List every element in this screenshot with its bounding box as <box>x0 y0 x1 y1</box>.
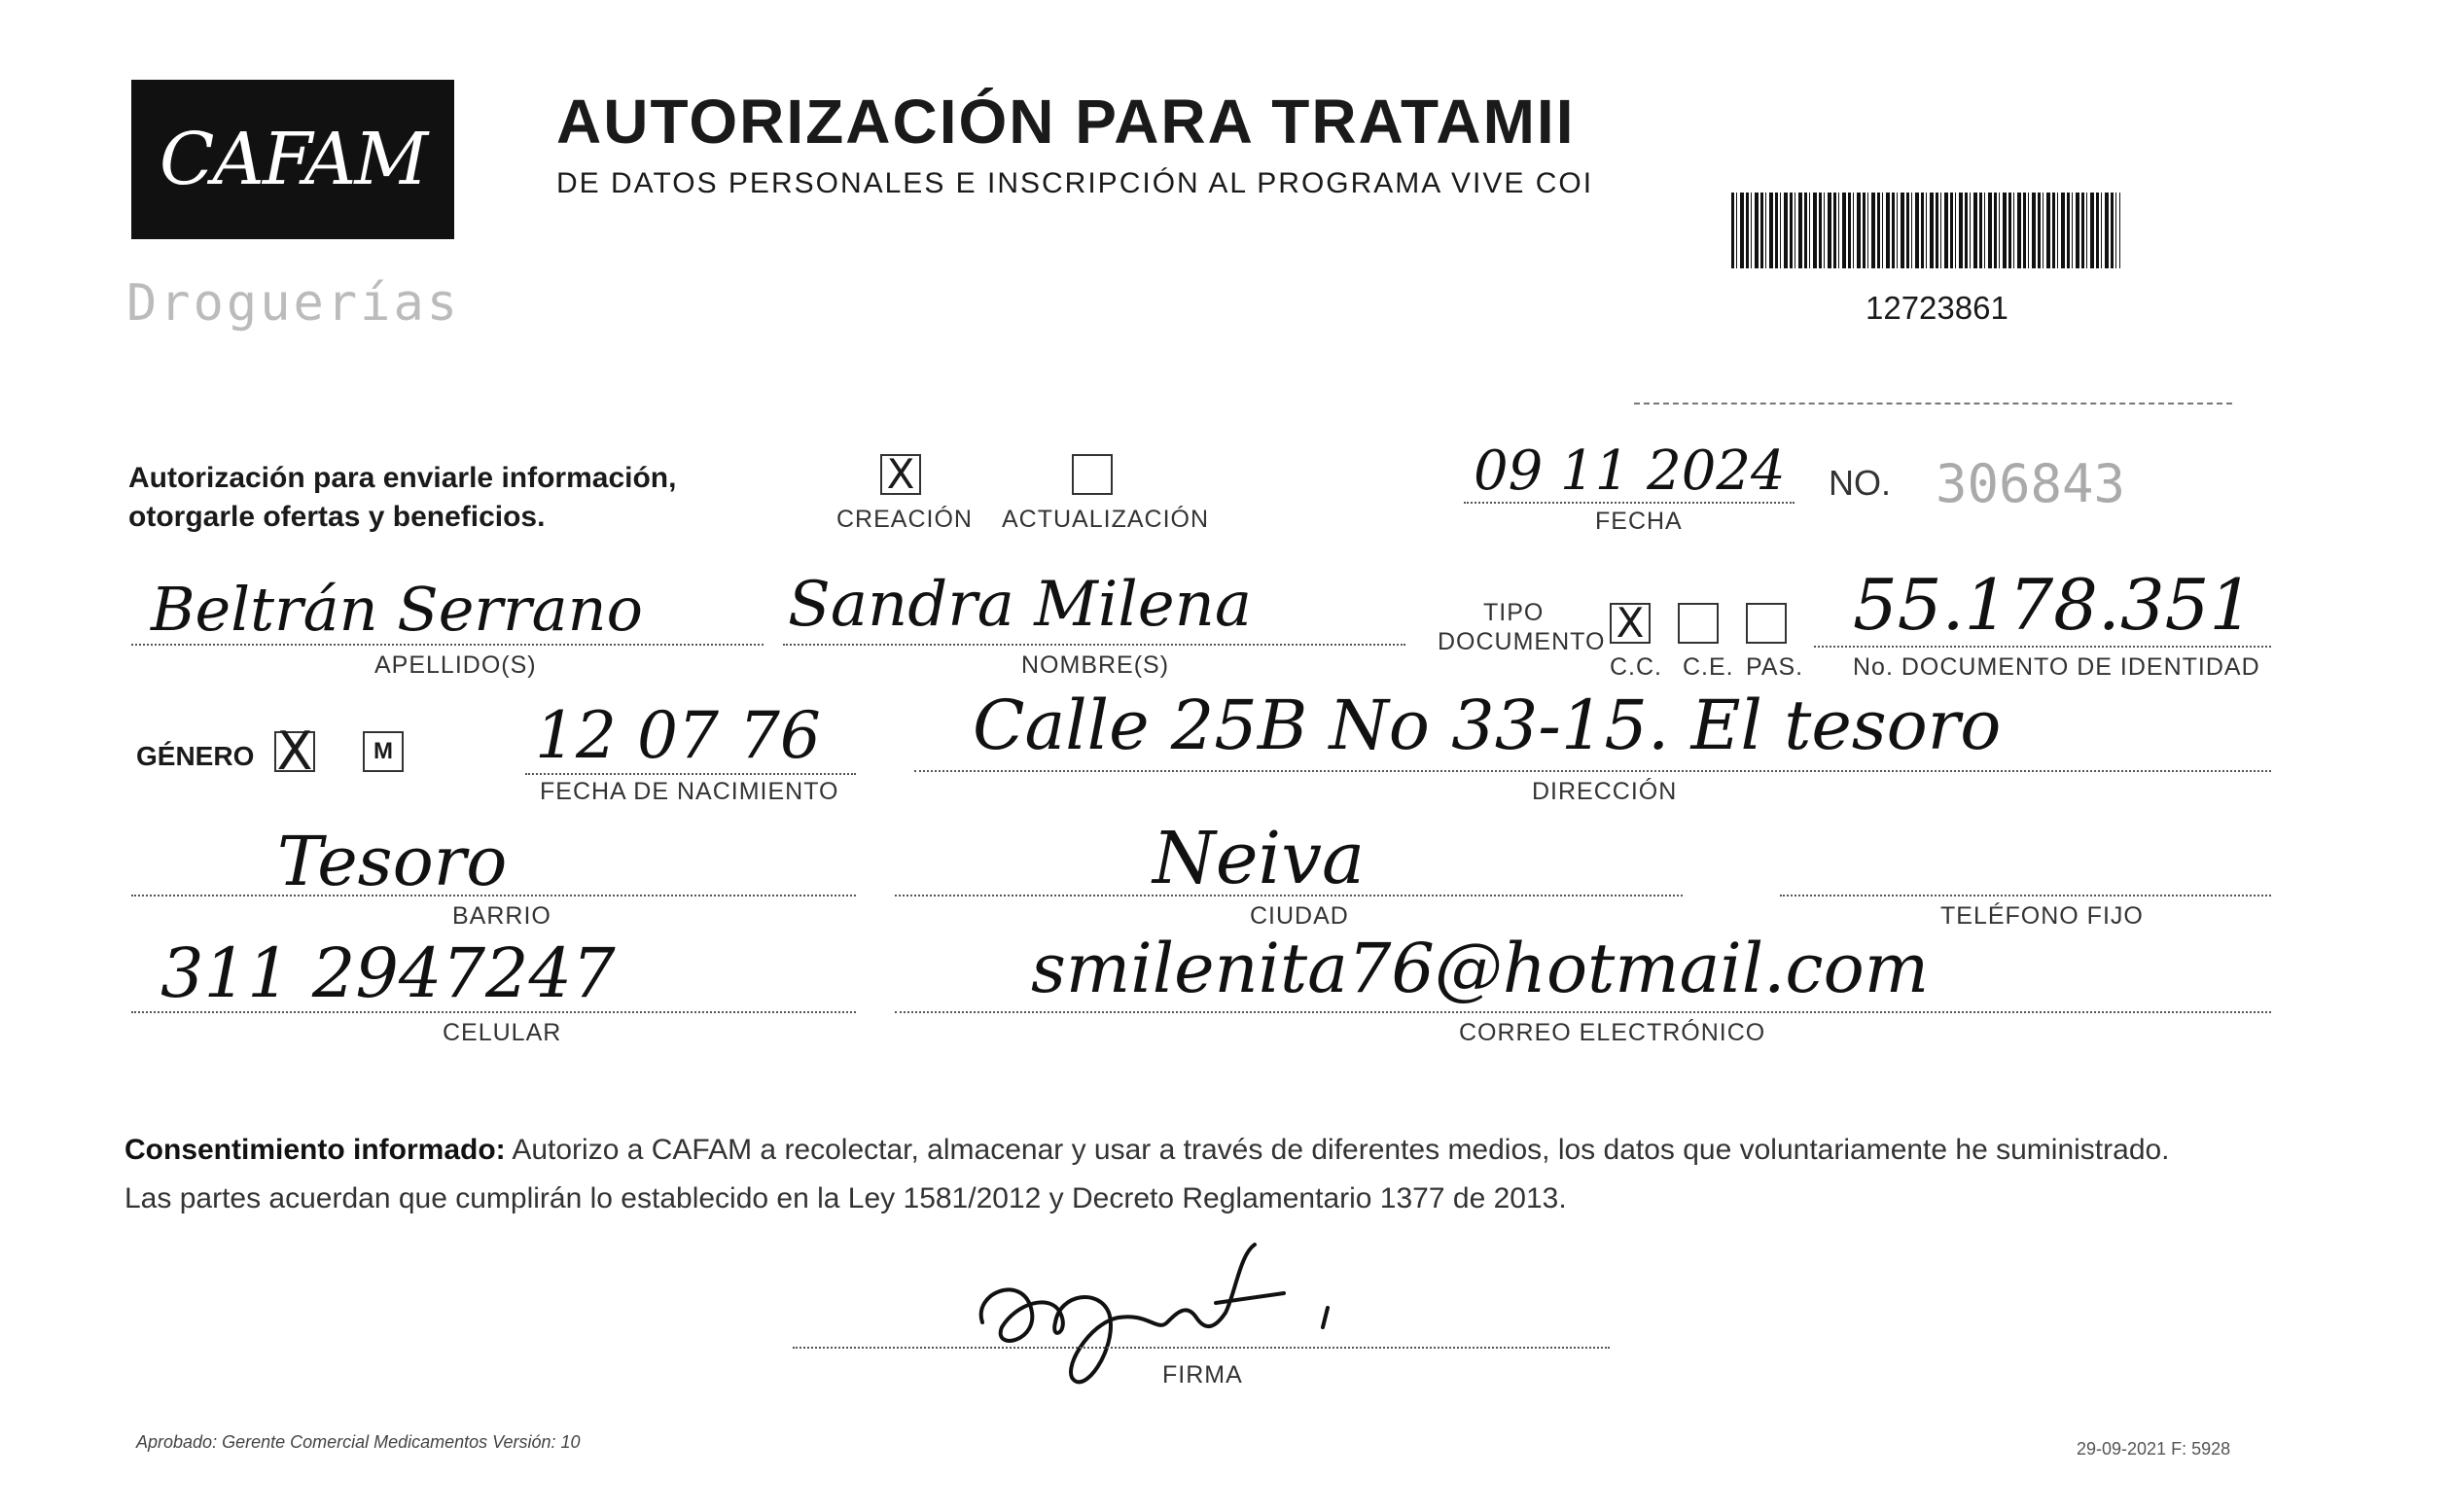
barrio-line <box>131 895 856 897</box>
doc-number-label: No. DOCUMENTO DE IDENTIDAD <box>1853 653 2260 681</box>
surname-line <box>131 644 764 646</box>
barrio-value[interactable]: Tesoro <box>277 822 508 901</box>
creation-checkbox[interactable]: X <box>880 454 921 495</box>
mobile-label: CELULAR <box>443 1019 562 1046</box>
consent-paragraph <box>124 1126 2362 1223</box>
mobile-line <box>131 1011 856 1013</box>
barrio-label: BARRIO <box>452 902 551 930</box>
doc-number-line <box>1814 646 2271 648</box>
date-line <box>1464 502 1795 504</box>
gender-f-checkbox[interactable]: X <box>274 731 315 772</box>
cc-label: C.C. <box>1610 653 1662 681</box>
update-checkbox[interactable] <box>1072 454 1113 495</box>
city-label: CIUDAD <box>1250 902 1349 930</box>
birthdate-value[interactable]: 12 07 76 <box>535 698 821 773</box>
update-label: ACTUALIZACIÓN <box>1002 506 1210 533</box>
surname-value[interactable]: Beltrán Serrano <box>151 574 643 645</box>
doc-number-value[interactable]: 55.178.351 <box>1853 564 2255 646</box>
address-value[interactable]: Calle 25B No 33-15. El tesoro <box>973 686 2002 765</box>
signature-line <box>793 1347 1610 1349</box>
footer-date-code: 29-09-2021 F: 5928 <box>2077 1439 2231 1459</box>
birthdate-label: FECHA DE NACIMIENTO <box>540 778 839 805</box>
cafam-logo <box>131 80 454 239</box>
cc-checkbox[interactable]: X <box>1610 603 1651 644</box>
form-title: AUTORIZACIÓN PARA TRATAMII <box>556 87 1576 157</box>
name-label: NOMBRE(S) <box>1021 651 1170 679</box>
city-value[interactable]: Neiva <box>1153 817 1366 900</box>
brand-subtitle: Droguerías <box>126 274 461 333</box>
date-label: FECHA <box>1595 508 1683 535</box>
name-value[interactable]: Sandra Milena <box>788 569 1252 641</box>
surname-label: APELLIDO(S) <box>374 651 537 679</box>
birthdate-line <box>525 773 856 775</box>
number-value: 306843 <box>1936 453 2126 514</box>
auth-text-line1: Autorización para enviarle información, <box>128 462 677 494</box>
email-line <box>895 1011 2271 1013</box>
gender-label: GÉNERO <box>136 741 255 771</box>
pas-checkbox[interactable] <box>1746 603 1787 644</box>
address-label: DIRECCIÓN <box>1532 778 1678 805</box>
form-subtitle: DE DATOS PERSONALES E INSCRIPCIÓN AL PROGRAMA VIVE COI <box>556 167 1594 199</box>
city-line <box>895 895 1683 897</box>
gender-m-checkbox[interactable]: M <box>363 731 404 772</box>
mobile-value[interactable]: 311 2947247 <box>160 933 616 1013</box>
auth-text-line2: otorgarle ofertas y beneficios. <box>128 501 546 533</box>
phone-line <box>1780 895 2271 897</box>
email-label: CORREO ELECTRÓNICO <box>1459 1019 1766 1046</box>
creation-label: CREACIÓN <box>836 506 973 533</box>
signature-label: FIRMA <box>1162 1361 1243 1389</box>
consent-text-1: Autorizo a CAFAM a recolectar, almacenar y usar a través de diferentes medios, los datos que voluntariamente he suministrado. <box>505 1134 2170 1166</box>
consent-bold: Consentimiento informado: <box>124 1134 506 1166</box>
consent-text-2: Las partes acuerdan que cumplirán lo establecido en la Ley 1581/2012 y Decreto Reglamentario 1377 de 2013. <box>124 1182 1567 1214</box>
ce-label: C.E. <box>1683 653 1734 681</box>
doc-type-label-2: DOCUMENTO <box>1438 628 1606 655</box>
ce-checkbox[interactable] <box>1678 603 1719 644</box>
barcode-graphic <box>1731 193 2120 268</box>
header-divider <box>1634 403 2232 404</box>
phone-label: TELÉFONO FIJO <box>1940 902 2144 930</box>
doc-type-label: TIPO <box>1483 599 1545 626</box>
email-value[interactable]: smilenita76@hotmail.com <box>1031 929 1930 1008</box>
address-line <box>914 770 2271 772</box>
name-line <box>783 644 1405 646</box>
logo-text: CAFAM <box>159 118 427 201</box>
pas-label: PAS. <box>1746 653 1804 681</box>
footer-approval: Aprobado: Gerente Comercial Medicamentos Versión: 10 <box>136 1432 581 1452</box>
number-label: NO. <box>1829 463 1892 503</box>
date-value[interactable]: 09 11 2024 <box>1474 440 1786 503</box>
barcode-number: 12723861 <box>1866 290 2008 326</box>
